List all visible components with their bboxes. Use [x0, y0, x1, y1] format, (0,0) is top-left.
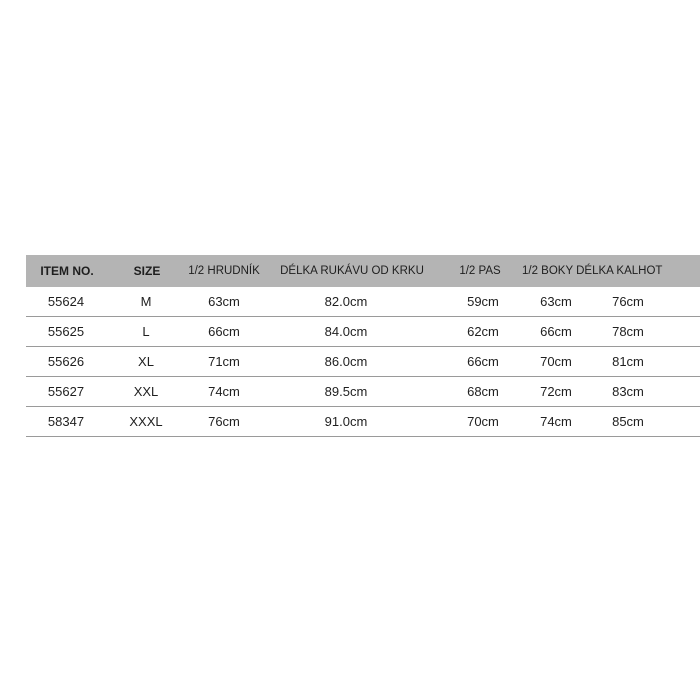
cell-waist: 70cm	[467, 414, 499, 429]
cell-item-no: 55626	[47, 354, 85, 369]
cell-item-no: 55625	[47, 324, 85, 339]
cell-chest: 76cm	[208, 414, 240, 429]
cell-item-no: 55624	[47, 294, 85, 309]
table-row	[26, 287, 700, 317]
cell-item-no: 58347	[47, 414, 85, 429]
cell-item-no: 55627	[47, 384, 85, 399]
cell-hips: 70cm	[540, 354, 572, 369]
cell-size: XXXL	[129, 414, 163, 429]
cell-hips: 63cm	[540, 294, 572, 309]
cell-sleeve-length: 82.0cm	[324, 294, 368, 309]
table-header-row	[26, 255, 700, 287]
cell-hips: 74cm	[540, 414, 572, 429]
cell-pants-length: 76cm	[612, 294, 644, 309]
cell-hips: 72cm	[540, 384, 572, 399]
cell-waist: 59cm	[467, 294, 499, 309]
cell-chest: 63cm	[208, 294, 240, 309]
cell-sleeve-length: 86.0cm	[324, 354, 368, 369]
table-row	[26, 377, 700, 407]
table-row	[26, 347, 700, 377]
cell-pants-length: 83cm	[612, 384, 644, 399]
cell-waist: 62cm	[467, 324, 499, 339]
cell-sleeve-length: 89.5cm	[324, 384, 368, 399]
header-item-no: ITEM NO.	[40, 264, 94, 278]
table-row	[26, 317, 700, 347]
cell-pants-length: 85cm	[612, 414, 644, 429]
cell-sleeve-length: 91.0cm	[324, 414, 368, 429]
header-sleeve-length: DÉLKA RUKÁVU OD KRKU	[280, 265, 424, 277]
cell-hips: 66cm	[540, 324, 572, 339]
table-row	[26, 407, 700, 437]
cell-pants-length: 81cm	[612, 354, 644, 369]
header-hips-pants-length: 1/2 BOKY DÉLKA KALHOT	[522, 265, 663, 277]
cell-chest: 74cm	[208, 384, 240, 399]
cell-sleeve-length: 84.0cm	[324, 324, 368, 339]
cell-pants-length: 78cm	[612, 324, 644, 339]
cell-size: XL	[138, 354, 154, 369]
cell-waist: 66cm	[467, 354, 499, 369]
header-chest: 1/2 HRUDNÍK	[188, 265, 260, 277]
header-size: SIZE	[133, 264, 161, 278]
cell-chest: 71cm	[208, 354, 240, 369]
cell-waist: 68cm	[467, 384, 499, 399]
cell-size: M	[140, 294, 152, 309]
cell-chest: 66cm	[208, 324, 240, 339]
size-chart-table	[26, 255, 700, 437]
cell-size: XXL	[133, 384, 159, 399]
cell-size: L	[142, 324, 150, 339]
header-waist: 1/2 PAS	[459, 265, 501, 277]
